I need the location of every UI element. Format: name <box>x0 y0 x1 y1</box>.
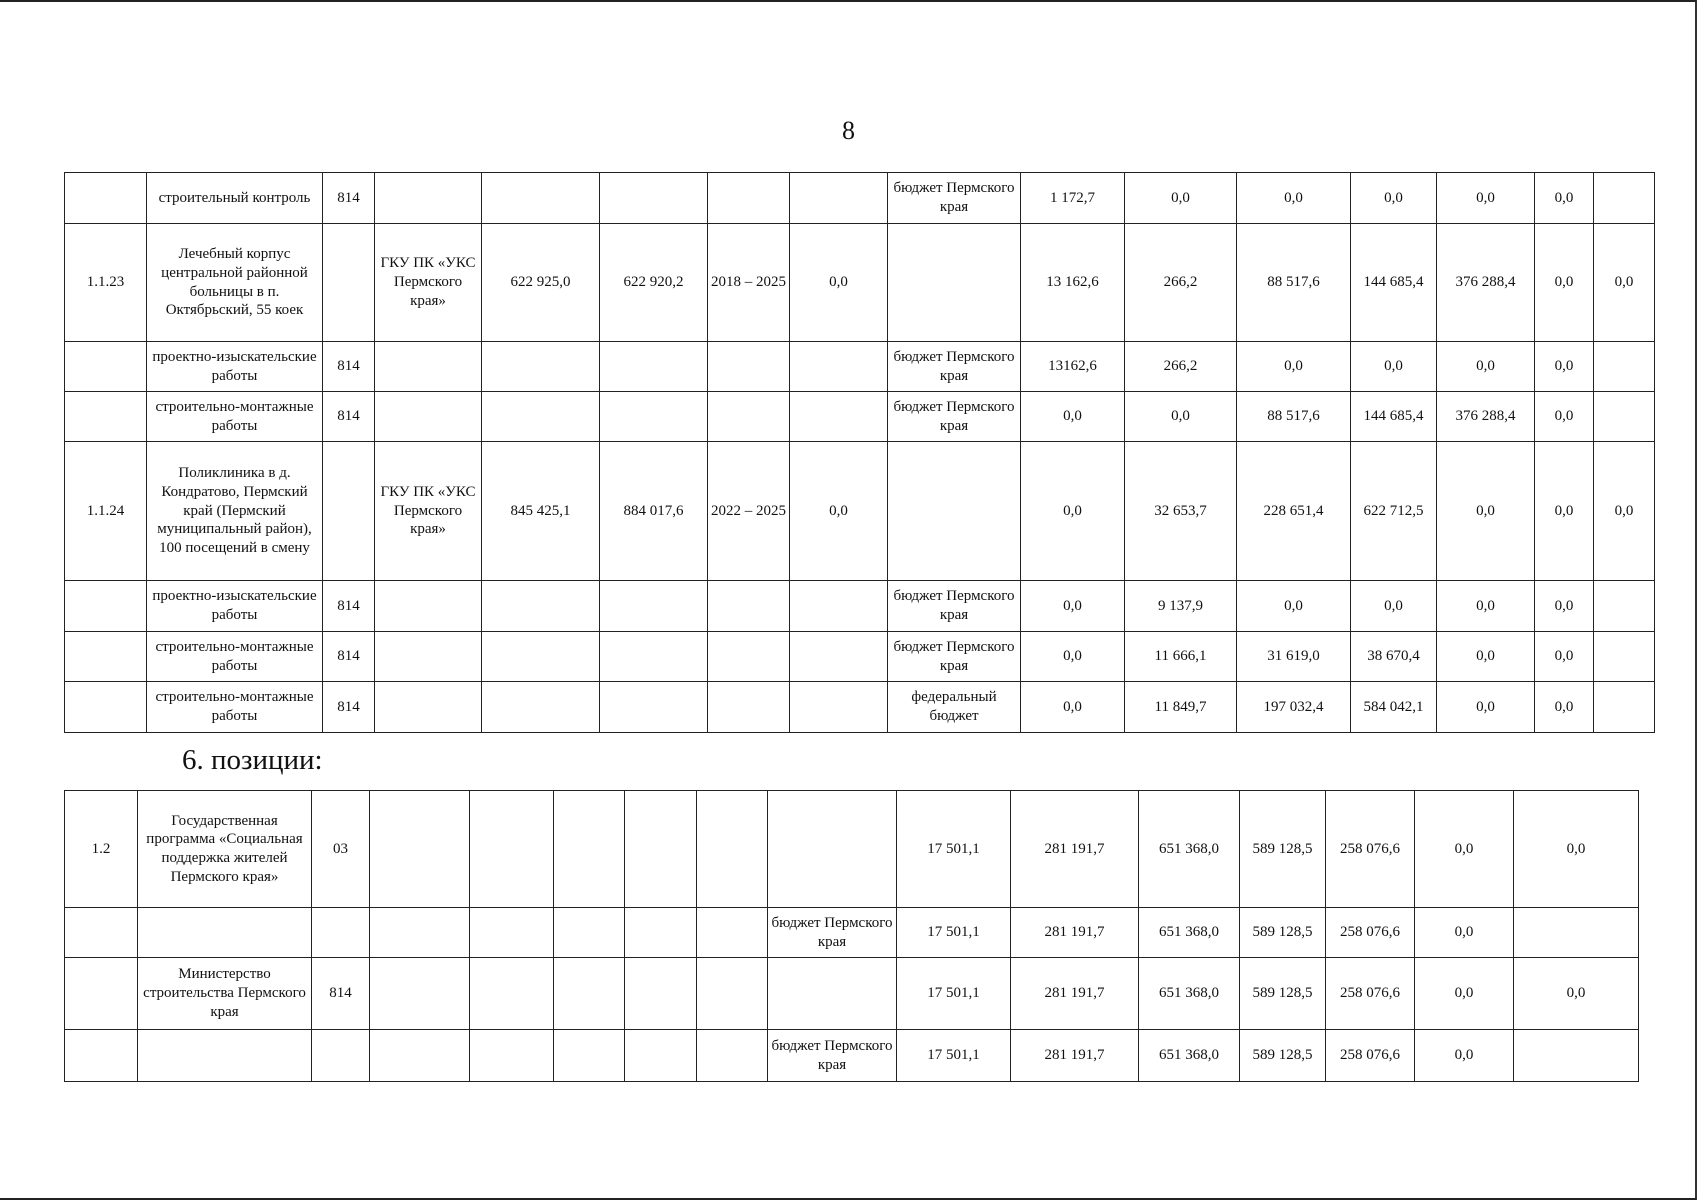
year-value: 0,0 <box>1415 1030 1514 1082</box>
item-name <box>138 1030 312 1082</box>
item-name <box>138 908 312 958</box>
organization <box>375 581 482 632</box>
empty-cell <box>554 908 625 958</box>
cost-total <box>482 682 600 733</box>
year-value: 651 368,0 <box>1139 791 1240 908</box>
year-value: 266,2 <box>1125 224 1237 342</box>
year-value: 584 042,1 <box>1351 682 1437 733</box>
organization <box>375 682 482 733</box>
year-value: 0,0 <box>1415 908 1514 958</box>
table-row <box>65 682 1655 733</box>
year-value: 17 501,1 <box>897 1030 1011 1082</box>
year-value: 0,0 <box>1021 632 1125 682</box>
top-table <box>64 172 1655 733</box>
item-name: строительно-монтажные работы <box>147 392 323 442</box>
year-value: 228 651,4 <box>1237 442 1351 581</box>
year-value: 0,0 <box>1351 581 1437 632</box>
cost-prior <box>790 392 888 442</box>
table-row <box>65 392 1655 442</box>
funding-source: бюджет Пермского края <box>768 1030 897 1082</box>
funding-source <box>888 224 1021 342</box>
cost-prior: 0,0 <box>790 442 888 581</box>
organization: ГКУ ПК «УКС Пермского края» <box>375 442 482 581</box>
year-value: 0,0 <box>1514 958 1639 1030</box>
year-value: 258 076,6 <box>1326 958 1415 1030</box>
table-row <box>65 1030 1639 1082</box>
year-value: 144 685,4 <box>1351 392 1437 442</box>
year-value <box>1514 908 1639 958</box>
year-value: 0,0 <box>1535 224 1594 342</box>
year-value: 258 076,6 <box>1326 908 1415 958</box>
year-value: 266,2 <box>1125 342 1237 392</box>
year-value: 0,0 <box>1021 581 1125 632</box>
year-value: 0,0 <box>1351 173 1437 224</box>
year-value: 0,0 <box>1125 173 1237 224</box>
year-value <box>1594 632 1655 682</box>
item-code: 814 <box>312 958 370 1030</box>
empty-cell <box>370 908 470 958</box>
year-value: 0,0 <box>1237 342 1351 392</box>
year-value: 0,0 <box>1437 581 1535 632</box>
year-value: 281 191,7 <box>1011 958 1139 1030</box>
year-value: 11 849,7 <box>1125 682 1237 733</box>
item-code: 814 <box>323 392 375 442</box>
year-value: 17 501,1 <box>897 791 1011 908</box>
year-value: 0,0 <box>1535 632 1594 682</box>
empty-cell <box>470 791 554 908</box>
year-value: 589 128,5 <box>1240 791 1326 908</box>
cost-estimate: 884 017,6 <box>600 442 708 581</box>
year-value: 0,0 <box>1415 958 1514 1030</box>
item-code: 03 <box>312 791 370 908</box>
year-value: 0,0 <box>1021 392 1125 442</box>
year-value: 11 666,1 <box>1125 632 1237 682</box>
item-name: Лечебный корпус центральной районной больницы в п. Октябрьский, 55 коек <box>147 224 323 342</box>
funding-source: федеральный бюджет <box>888 682 1021 733</box>
year-value: 0,0 <box>1437 632 1535 682</box>
table-row <box>65 342 1655 392</box>
period <box>708 581 790 632</box>
cost-prior <box>790 342 888 392</box>
year-value <box>1594 682 1655 733</box>
year-value: 376 288,4 <box>1437 392 1535 442</box>
row-number: 1.2 <box>65 791 138 908</box>
item-code: 814 <box>323 581 375 632</box>
item-code <box>312 1030 370 1082</box>
year-value: 88 517,6 <box>1237 392 1351 442</box>
year-value: 88 517,6 <box>1237 224 1351 342</box>
item-code: 814 <box>323 173 375 224</box>
item-name: Поликлиника в д. Кондратово, Пермский край (Пермский муниципальный район), 100 посещений в смену <box>147 442 323 581</box>
funding-source <box>768 958 897 1030</box>
cost-estimate: 622 920,2 <box>600 224 708 342</box>
funding-source: бюджет Пермского края <box>888 342 1021 392</box>
row-number: 1.1.23 <box>65 224 147 342</box>
empty-cell <box>470 1030 554 1082</box>
table-row <box>65 442 1655 581</box>
cost-estimate <box>600 682 708 733</box>
row-number <box>65 682 147 733</box>
year-value: 0,0 <box>1125 392 1237 442</box>
table-row <box>65 791 1639 908</box>
year-value: 281 191,7 <box>1011 791 1139 908</box>
year-value <box>1594 392 1655 442</box>
empty-cell <box>697 791 768 908</box>
section-heading: 6. позиции: <box>182 744 323 776</box>
empty-cell <box>625 908 697 958</box>
item-code: 814 <box>323 682 375 733</box>
table-row <box>65 581 1655 632</box>
cost-prior <box>790 581 888 632</box>
row-number <box>65 392 147 442</box>
year-value: 1 172,7 <box>1021 173 1125 224</box>
table-row <box>65 958 1639 1030</box>
item-code: 814 <box>323 632 375 682</box>
year-value: 0,0 <box>1535 392 1594 442</box>
item-name: строительно-монтажные работы <box>147 682 323 733</box>
empty-cell <box>370 791 470 908</box>
year-value: 651 368,0 <box>1139 908 1240 958</box>
year-value: 17 501,1 <box>897 908 1011 958</box>
year-value: 0,0 <box>1021 442 1125 581</box>
row-number: 1.1.24 <box>65 442 147 581</box>
year-value: 38 670,4 <box>1351 632 1437 682</box>
funding-source: бюджет Пермского края <box>888 632 1021 682</box>
cost-estimate <box>600 581 708 632</box>
table-row <box>65 632 1655 682</box>
cost-estimate <box>600 342 708 392</box>
year-value: 0,0 <box>1594 442 1655 581</box>
cost-estimate <box>600 173 708 224</box>
year-value: 0,0 <box>1535 173 1594 224</box>
empty-cell <box>697 1030 768 1082</box>
empty-cell <box>697 908 768 958</box>
row-number <box>65 342 147 392</box>
year-value <box>1594 342 1655 392</box>
empty-cell <box>554 958 625 1030</box>
year-value: 0,0 <box>1415 791 1514 908</box>
row-number <box>65 1030 138 1082</box>
bottom-table <box>64 790 1639 1082</box>
empty-cell <box>554 1030 625 1082</box>
period <box>708 392 790 442</box>
empty-cell <box>470 908 554 958</box>
funding-source <box>768 791 897 908</box>
empty-cell <box>625 958 697 1030</box>
period <box>708 682 790 733</box>
table-row <box>65 173 1655 224</box>
period: 2022 – 2025 <box>708 442 790 581</box>
cost-prior <box>790 682 888 733</box>
year-value: 589 128,5 <box>1240 908 1326 958</box>
empty-cell <box>370 958 470 1030</box>
year-value: 651 368,0 <box>1139 958 1240 1030</box>
item-code <box>323 442 375 581</box>
year-value <box>1594 581 1655 632</box>
year-value <box>1594 173 1655 224</box>
row-number <box>65 581 147 632</box>
year-value: 0,0 <box>1237 581 1351 632</box>
year-value: 9 137,9 <box>1125 581 1237 632</box>
cost-prior <box>790 173 888 224</box>
year-value: 281 191,7 <box>1011 908 1139 958</box>
cost-total <box>482 632 600 682</box>
item-code <box>312 908 370 958</box>
year-value: 32 653,7 <box>1125 442 1237 581</box>
empty-cell <box>470 958 554 1030</box>
funding-source <box>888 442 1021 581</box>
cost-estimate <box>600 632 708 682</box>
organization <box>375 632 482 682</box>
year-value: 0,0 <box>1535 342 1594 392</box>
funding-source: бюджет Пермского края <box>888 173 1021 224</box>
year-value: 31 619,0 <box>1237 632 1351 682</box>
year-value: 589 128,5 <box>1240 1030 1326 1082</box>
cost-estimate <box>600 392 708 442</box>
page-number: 8 <box>842 116 855 145</box>
item-name: Министерство строительства Пермского края <box>138 958 312 1030</box>
funding-source: бюджет Пермского края <box>888 392 1021 442</box>
funding-source: бюджет Пермского края <box>768 908 897 958</box>
item-name: проектно-изыскательские работы <box>147 581 323 632</box>
year-value: 376 288,4 <box>1437 224 1535 342</box>
cost-total: 622 925,0 <box>482 224 600 342</box>
empty-cell <box>625 1030 697 1082</box>
cost-total <box>482 581 600 632</box>
period <box>708 632 790 682</box>
empty-cell <box>370 1030 470 1082</box>
item-code <box>323 224 375 342</box>
item-code: 814 <box>323 342 375 392</box>
cost-total: 845 425,1 <box>482 442 600 581</box>
year-value: 589 128,5 <box>1240 958 1326 1030</box>
year-value: 0,0 <box>1535 682 1594 733</box>
table-row <box>65 224 1655 342</box>
year-value: 281 191,7 <box>1011 1030 1139 1082</box>
period <box>708 342 790 392</box>
empty-cell <box>697 958 768 1030</box>
item-name: строительный контроль <box>147 173 323 224</box>
cost-total <box>482 173 600 224</box>
cost-total <box>482 342 600 392</box>
row-number <box>65 632 147 682</box>
organization <box>375 173 482 224</box>
year-value: 0,0 <box>1437 442 1535 581</box>
item-name: проектно-изыскательские работы <box>147 342 323 392</box>
row-number <box>65 173 147 224</box>
organization <box>375 392 482 442</box>
year-value: 13162,6 <box>1021 342 1125 392</box>
year-value: 13 162,6 <box>1021 224 1125 342</box>
year-value: 197 032,4 <box>1237 682 1351 733</box>
cost-prior: 0,0 <box>790 224 888 342</box>
item-name: строительно-монтажные работы <box>147 632 323 682</box>
year-value: 651 368,0 <box>1139 1030 1240 1082</box>
period <box>708 173 790 224</box>
row-number <box>65 958 138 1030</box>
year-value: 0,0 <box>1594 224 1655 342</box>
year-value: 0,0 <box>1514 791 1639 908</box>
year-value: 17 501,1 <box>897 958 1011 1030</box>
period: 2018 – 2025 <box>708 224 790 342</box>
cost-total <box>482 392 600 442</box>
year-value: 0,0 <box>1535 442 1594 581</box>
cost-prior <box>790 632 888 682</box>
year-value <box>1514 1030 1639 1082</box>
funding-source: бюджет Пермского края <box>888 581 1021 632</box>
organization: ГКУ ПК «УКС Пермского края» <box>375 224 482 342</box>
item-name: Государственная программа «Социальная поддержка жителей Пермского края» <box>138 791 312 908</box>
year-value: 0,0 <box>1437 173 1535 224</box>
year-value: 0,0 <box>1237 173 1351 224</box>
empty-cell <box>554 791 625 908</box>
year-value: 258 076,6 <box>1326 1030 1415 1082</box>
empty-cell <box>625 791 697 908</box>
year-value: 0,0 <box>1535 581 1594 632</box>
organization <box>375 342 482 392</box>
year-value: 0,0 <box>1351 342 1437 392</box>
row-number <box>65 908 138 958</box>
year-value: 0,0 <box>1437 682 1535 733</box>
year-value: 144 685,4 <box>1351 224 1437 342</box>
year-value: 0,0 <box>1021 682 1125 733</box>
year-value: 622 712,5 <box>1351 442 1437 581</box>
year-value: 0,0 <box>1437 342 1535 392</box>
year-value: 258 076,6 <box>1326 791 1415 908</box>
table-row <box>65 908 1639 958</box>
